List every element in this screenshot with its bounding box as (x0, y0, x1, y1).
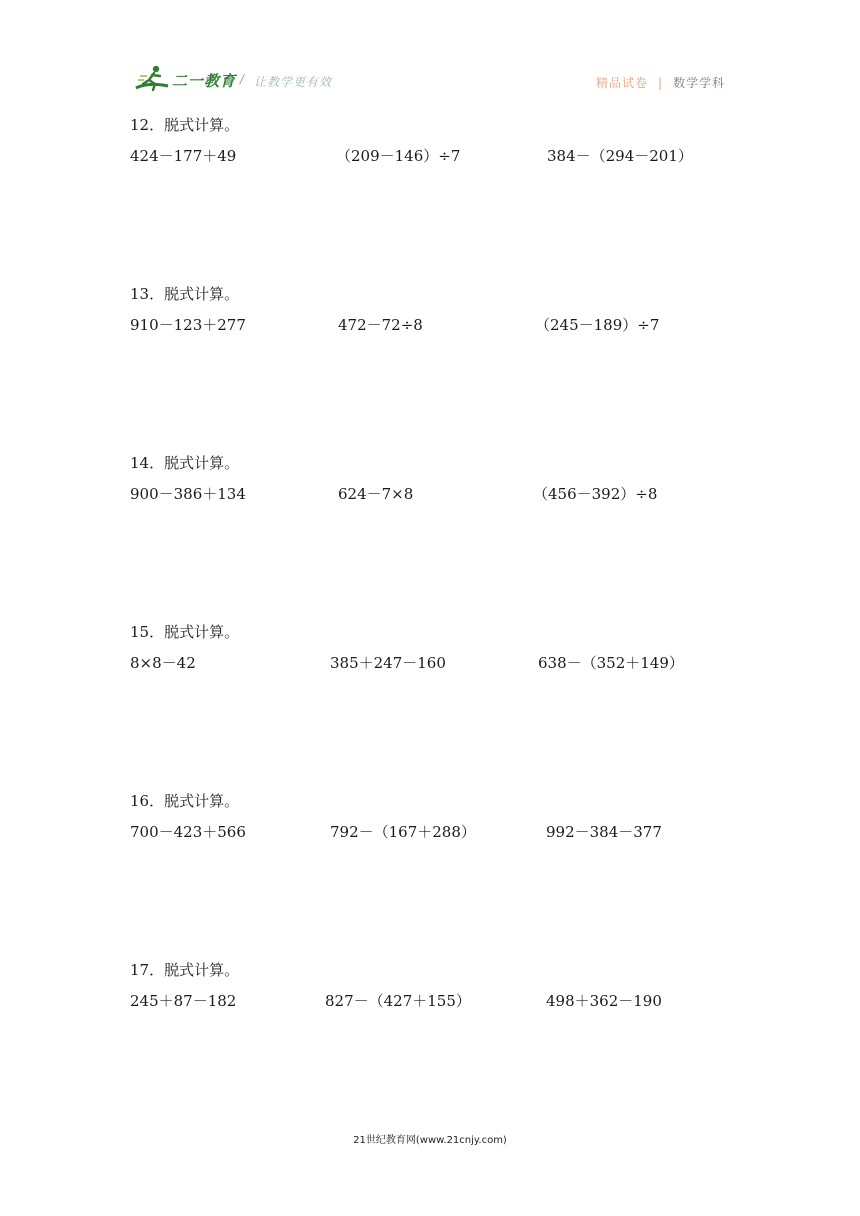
expression-2: 385＋247－160 (330, 654, 446, 672)
expression-3: 498＋362－190 (546, 992, 662, 1010)
expression-2: 624－7×8 (338, 485, 414, 503)
expression-2: （209－146）÷7 (336, 147, 461, 165)
expression-1: 424－177＋49 (130, 147, 237, 165)
expression-3: 384－（294－201） (547, 147, 693, 165)
problem-title: 14．脱式计算。 (130, 454, 240, 472)
expression-1: 8×8－42 (130, 654, 196, 672)
expression-3: （456－392）÷8 (533, 485, 658, 503)
expression-1: 910－123＋277 (130, 316, 246, 334)
header-tags (596, 74, 725, 91)
expression-2: 472－72÷8 (338, 316, 423, 334)
expression-1: 245＋87－182 (130, 992, 237, 1010)
problem-title: 15．脱式计算。 (130, 623, 240, 641)
problem-title: 13．脱式计算。 (130, 285, 240, 303)
subject-tag: 数学学科 (673, 76, 726, 90)
quality-tag: 精品试卷 (596, 76, 649, 90)
problem-title: 16．脱式计算。 (130, 792, 240, 810)
slogan-separator: / (240, 72, 245, 86)
problem-title: 12．脱式计算。 (130, 116, 240, 134)
expression-2: 792－（167＋288） (330, 823, 476, 841)
expression-3: 992－384－377 (546, 823, 662, 841)
page-header (0, 0, 860, 100)
expression-1: 900－386＋134 (130, 485, 246, 503)
runner-logo-icon (134, 64, 172, 92)
expression-1: 700－423＋566 (130, 823, 246, 841)
tag-divider: | (658, 76, 664, 90)
expression-3: （245－189）÷7 (535, 316, 660, 334)
expression-2: 827－（427＋155） (325, 992, 471, 1010)
brand-name: 二一教育 (172, 72, 237, 90)
page-footer: 21世纪教育网(www.21cnjy.com) (353, 1135, 507, 1146)
problem-title: 17．脱式计算。 (130, 961, 240, 979)
expression-3: 638－（352＋149） (538, 654, 684, 672)
slogan: 让教学更有效 (254, 75, 333, 89)
